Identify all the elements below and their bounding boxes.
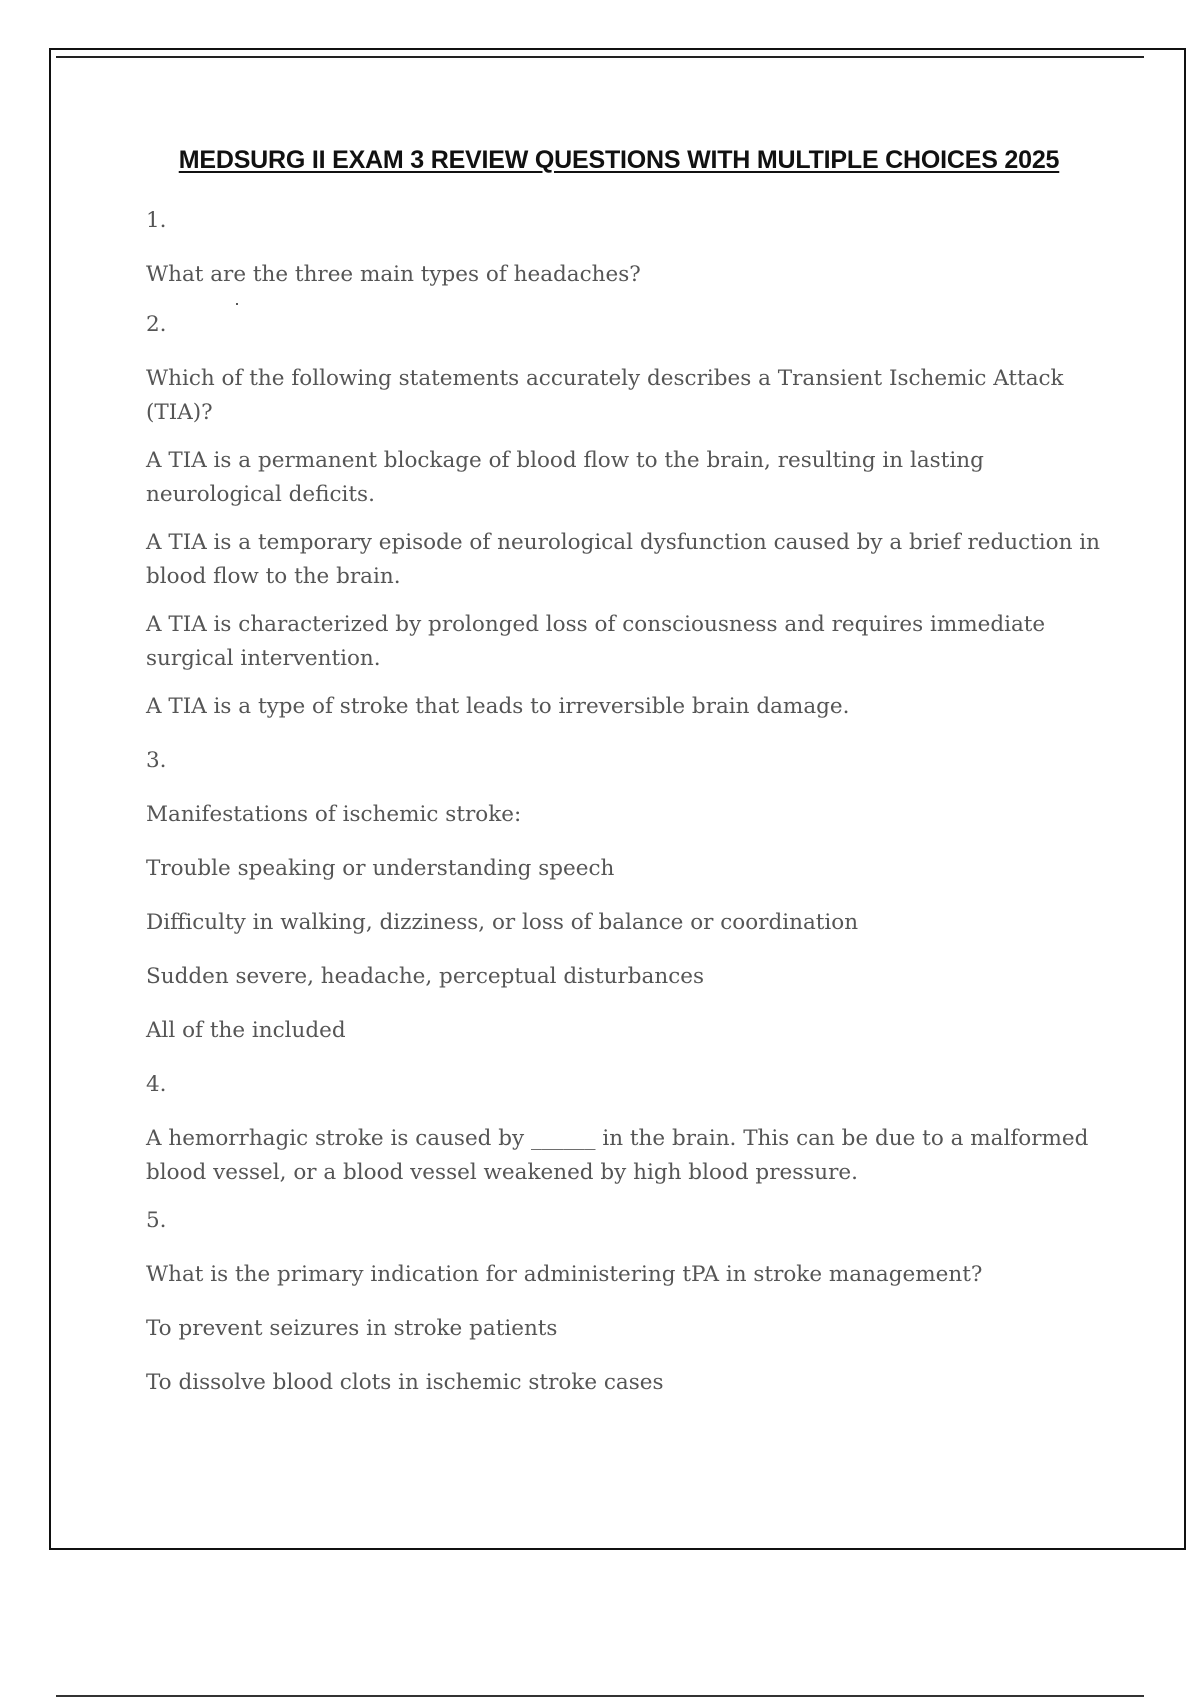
question-1 [146,204,1106,292]
question-text: What is the primary indication for administering tPA in stroke management? [146,1262,983,1287]
question-4 [146,1068,1106,1190]
question-3 [146,744,1106,1048]
answer-option: Sudden severe, headache, perceptual disturbances [146,964,705,989]
answer-option: To dissolve blood clots in ischemic stroke cases [146,1370,664,1395]
footer-rule [56,1695,1144,1697]
answer-option: A TIA is a permanent blockage of blood flow to the brain, resulting in lasting neurological deficits. [146,448,984,507]
answer-option: Difficulty in walking, dizziness, or loss of balance or coordination [146,910,859,935]
question-number: 5. [146,1208,167,1233]
question-text: Which of the following statements accurately describes a Transient Ischemic Attack (TIA)? [146,366,1064,425]
answer-option: All of the included [146,1018,346,1043]
document-title: MEDSURG II EXAM 3 REVIEW QUESTIONS WITH MULTIPLE CHOICES 2025 [178,146,1060,174]
question-number: 2. [146,312,167,337]
answer-option: Trouble speaking or understanding speech [146,856,615,881]
question-5 [146,1204,1106,1400]
question-text: Manifestations of ischemic stroke: [146,802,522,827]
questions-list [146,204,1106,1420]
question-text: What are the three main types of headaches? [146,262,641,287]
answer-option: A TIA is a type of stroke that leads to irreversible brain damage. [146,694,850,719]
header-rule [56,56,1144,58]
answer-option: A TIA is characterized by prolonged loss of consciousness and requires immediate surgical intervention. [146,612,1046,671]
question-number: 1. [146,208,167,233]
question-number: 4. [146,1072,167,1097]
question-text: A hemorrhagic stroke is caused by ______ in the brain. This can be due to a malformed blood vessel, or a blood vessel weakened by high blood pressure. [146,1126,1089,1185]
answer-option: A TIA is a temporary episode of neurological dysfunction caused by a brief reduction in blood flow to the brain. [146,530,1101,589]
answer-option: To prevent seizures in stroke patients [146,1316,558,1341]
question-number: 3. [146,748,167,773]
question-2 [146,308,1106,724]
